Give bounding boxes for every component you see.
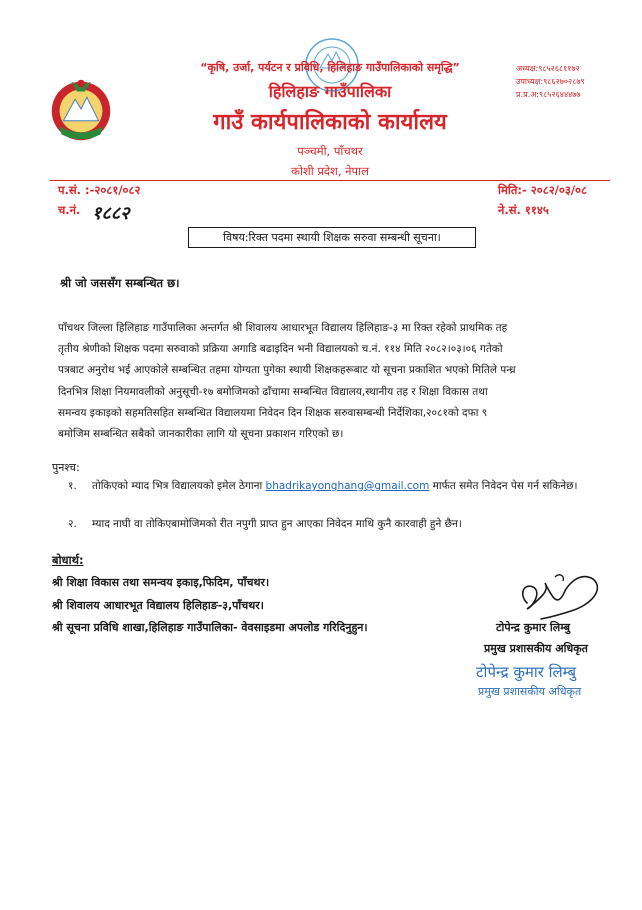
school-email-link[interactable]: bhadrikayonghang@gmail.com — [265, 480, 430, 492]
signature-scribble-icon — [505, 565, 605, 627]
address-line-1: पञ्चमी, पाँचथर — [297, 144, 363, 158]
date: मिति:- २०८२/०३/०८ — [498, 183, 588, 197]
nepal-sambat-date: ने.सं. ११४५ — [498, 203, 549, 217]
body-line: पाँचथर जिल्ला हिलिहाङ गाउँपालिका अन्तर्गत श्री शिवालय आधारभूत विद्यालय हिलिहाङ-३ मा रिक्त रहेको प्राथमिक तह — [58, 322, 508, 334]
contact-list — [516, 62, 585, 101]
body-line: समन्वय इकाइको सहमतिसहित सम्बन्धित विद्यालयमा निवेदन दिन शिक्षक सरुवासम्बन्धी निर्देशिका,२०८१को दफा ९ — [58, 406, 488, 419]
note-2: म्याद नाघी वा तोकिएबामोजिमको रीत नपुगी प्राप्त हुन आएका निवेदन माथि कुनै कारवाही हुने छैन। — [92, 518, 462, 530]
note-1-number: १. — [68, 480, 77, 492]
nepal-emblem-icon — [42, 70, 120, 148]
body-line: तृतीय श्रेणीको शिक्षक पदमा सरुवाको प्रक्रिया अगाडि बढाइदिन भनी विद्यालयको च.नं. ११४ मिति २०८२।०३।०६ गतेको — [58, 343, 503, 356]
cc-heading: बोधार्थ: — [52, 553, 84, 567]
cc-item: श्री शिक्षा विकास तथा समन्वय इकाइ,फिदिम, पाँचथर। — [52, 576, 270, 589]
stamp-name: टोपेन्द्र कुमार लिम्बु — [476, 663, 577, 681]
office-name: गाउँ कार्यपालिकाको कार्यालय — [213, 110, 447, 135]
stamp-title: प्रमुख प्रशासकीय अधिकृत — [478, 685, 582, 698]
dispatch-number-label: च.नं. — [58, 203, 81, 217]
addendum-heading: पुनश्च: — [52, 461, 80, 474]
cc-item: श्री सूचना प्रविधि शाखा,हिलिहाङ गाउँपालिका- वेवसाइडमा अपलोड गरिदिनुहुन। — [52, 621, 368, 634]
header-divider — [50, 180, 610, 181]
signatory-title: प्रमुख प्रशासकीय अधिकृत — [484, 642, 588, 655]
note-2-number: २. — [68, 518, 77, 530]
fiscal-year-ref: प.सं. :-२०८१/०८२ — [58, 183, 141, 197]
note-1-text-pre: तोकिएको म्याद भित्र विद्यालयको इमेल ठेगाना — [92, 480, 263, 492]
body-line: दिनभित्र शिक्षा नियमावलीको अनुसूची-१७ बमोजिमको ढाँचामा सम्बन्धित विद्यालय,स्थानीय तह र शिक्षा विकास तथा — [58, 385, 488, 398]
dispatch-number-handwritten: १८८२ — [92, 203, 130, 224]
municipality-name: हिलिहाङ गाउँपालिका — [268, 82, 392, 101]
cc-item: श्री शिवालय आधारभूत विद्यालय हिलिहाङ-३,पाँचथर। — [52, 599, 264, 612]
address-line-2: कोशी प्रदेश, नेपाल — [291, 164, 369, 178]
slogan: “कृषि, उर्जा, पर्यटन र प्रविधि, हिलिहाङ गाउँपालिकाको समृद्धि” — [200, 61, 460, 74]
body-line: बमोजिम सम्बन्धित सबैको जानकारीका लागि यो सूचना प्रकाशन गरिएको छ। — [58, 428, 344, 441]
contact-chair: अध्यक्ष:९८५२६८११७२ — [516, 64, 580, 73]
note-1-text-post: मार्फत समेत निवेदन पेस गर्न सकिनेछ। — [432, 480, 578, 492]
contact-vice-chair: उपाध्यक्ष:९८६२७०२८७९ — [516, 77, 585, 86]
body-line: पत्रबाट अनुरोध भई आएकोले सम्बन्धित तहमा योग्यता पुगेका स्थायी शिक्षकहरूबाट यो सूचना प्रकाशित भएको मितिले पन्ध्र — [58, 364, 516, 377]
subject-line: विषय:रिक्त पदमा स्थायी शिक्षक सरुवा सम्बन्धी सूचना। — [188, 227, 476, 248]
note-1 — [92, 476, 612, 496]
contact-cao: प्र.प्र.अ:९८५२६४४४७७ — [516, 90, 581, 99]
salutation: श्री जो जससँग सम्बन्धित छ। — [60, 276, 180, 290]
notice-body — [58, 318, 598, 445]
signatory-name: टोपेन्द्र कुमार लिम्बु — [496, 621, 571, 634]
